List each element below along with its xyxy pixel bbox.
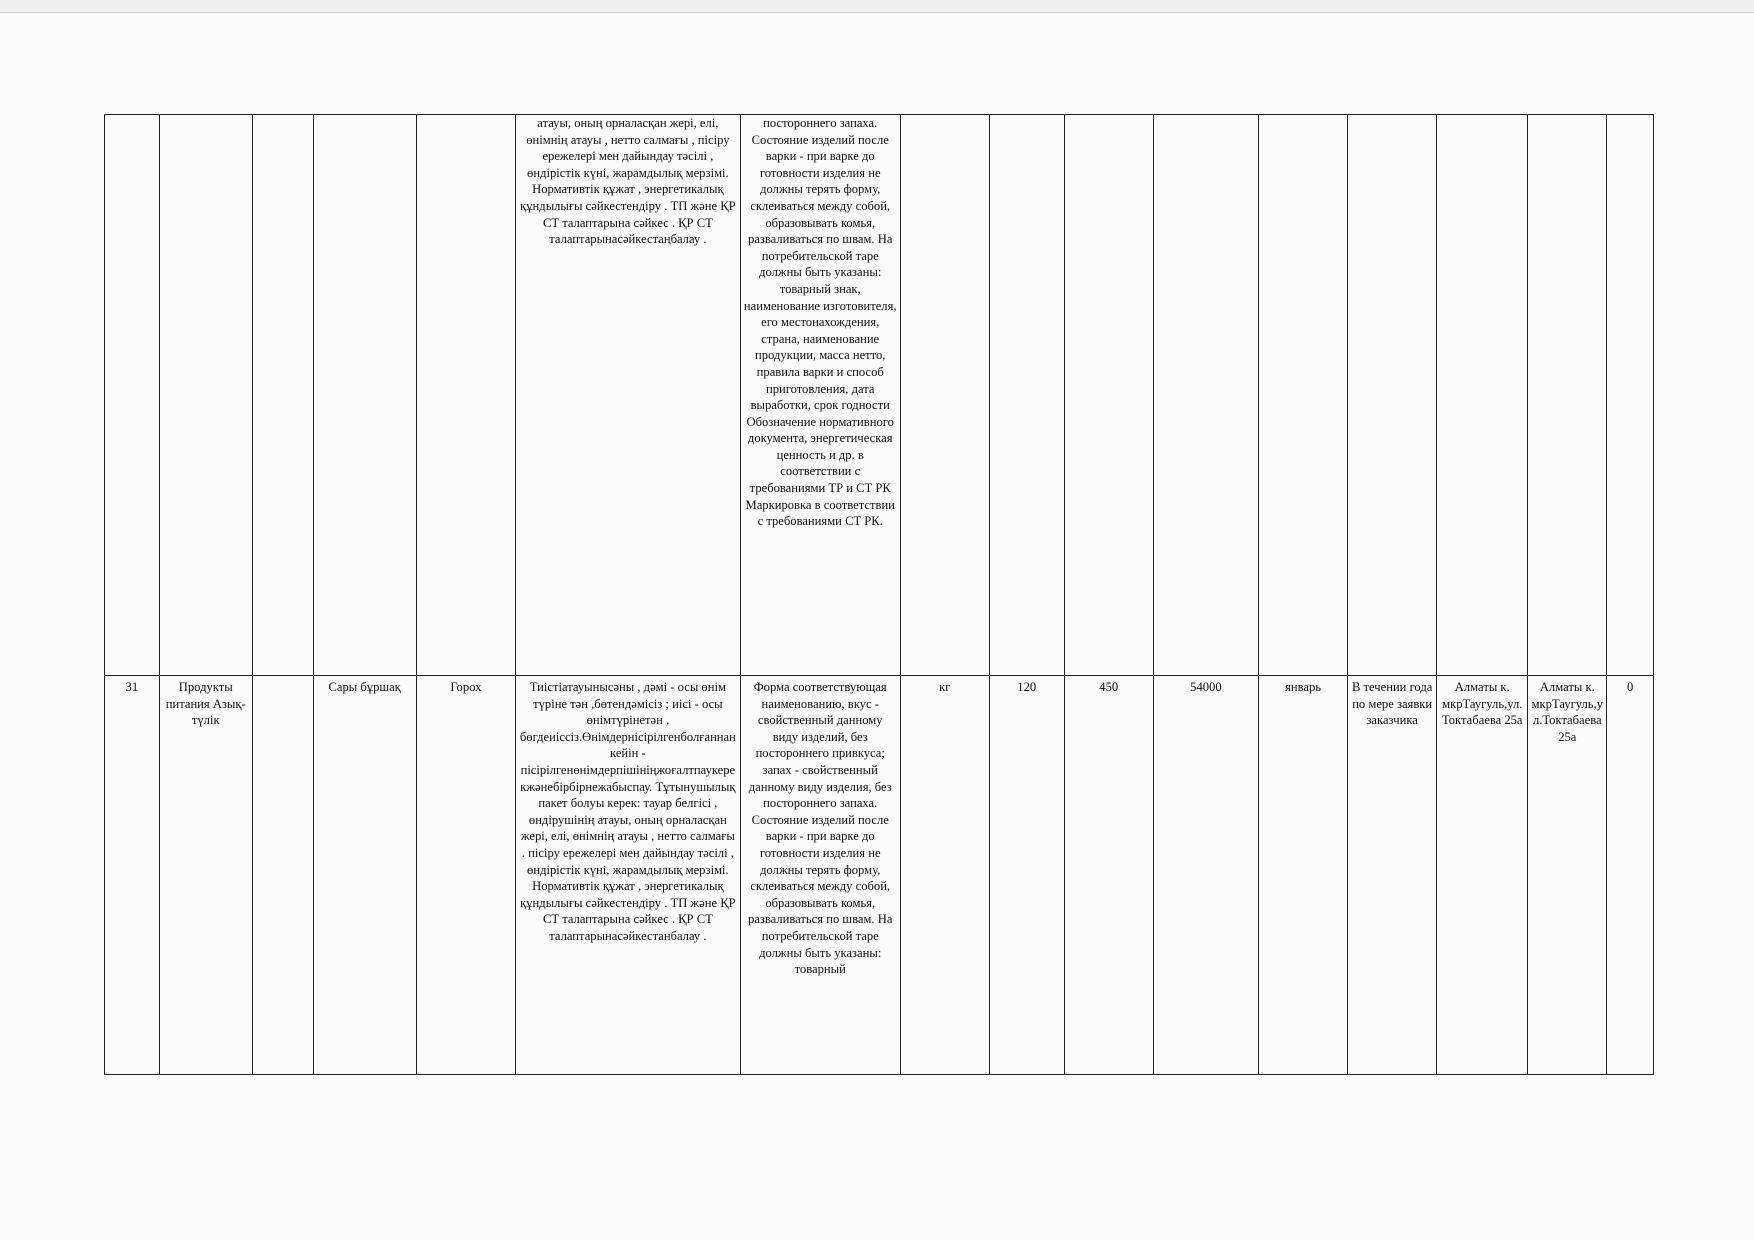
cell-empty (252, 115, 313, 676)
row31-price: 450 (1064, 676, 1153, 1075)
row31-advance: 0 (1607, 676, 1654, 1075)
row31-name-ru: Горох (416, 676, 515, 1075)
cell-term (1348, 115, 1437, 676)
cell-advance (1607, 115, 1654, 676)
row31-term: В течении года по мере заявки заказчика (1348, 676, 1437, 1075)
cell-num (105, 115, 160, 676)
row31-category: Продукты питания Азық-түлік (159, 676, 252, 1075)
row31-sum: 54000 (1153, 676, 1258, 1075)
cell-rus-spec (740, 115, 900, 676)
kaz-spec-text: атауы, оның орналасқан жері, елі, өнімнің атауы , нетто салмағы , пісіру ережелері мен дайындау тәсілі , өндірістік күні, жарамдылық мерзімі. Нормативтік құжат , энергетикалық құндылығы сәйкестендіру . ТП және ҚР СТ талаптарына сәйкес . ҚР СТ талаптарынасәйкестаңбалау . (520, 116, 736, 247)
row31-name-kz: Сары бұршақ (313, 676, 416, 1075)
cell-place1 (1437, 115, 1528, 676)
cell-sum (1153, 115, 1258, 676)
rus-spec-text: постороннего запаха. Состояние изделий после варки - при варке до готовности изделия не должны терять форму, склеиваться между собой, образовывать комья, разваливаться по швам. На потребительской таре должны быть указаны: товарный знак, наименование изготовителя, его местонахождения, страна, наименование продукции, масса нетто, правила варки и способ приготовления, дата выработки, срок годности Обозначение нормативного документа, энергетическая ценность и др. в соответствии с требованиями ТР и СТ РК Маркировка в соответствии с требованиями СТ РК. (743, 116, 897, 529)
row31-place2: Алматы к. мкрТаугуль,ул.Токтабаева 25а (1528, 676, 1607, 1075)
cell-name-ru (416, 115, 515, 676)
scan-top-line (0, 12, 1754, 13)
row31-month: январь (1259, 676, 1348, 1075)
cell-kaz-spec (516, 115, 741, 676)
cell-place2 (1528, 115, 1607, 676)
table-row-31 (105, 676, 1654, 1075)
row31-qty: 120 (989, 676, 1064, 1075)
row31-kaz-spec: Тиістіатауынысәны , дәмі - осы өнім түріне тән ,бөтендәмісіз ; иісі - осы өнімтүрінетән , бөгдеиіссіз.Өнімдернісірілгенболғаннанкейін - пісірілгенөнімдерпішініңжоғалтпаукерекжәнебірбірнежабыспау. Тұтынушылық пакет болуы керек: тауар белгісі , өндірушінің атауы, оның орналасқан жері, елі, өнімнің атауы , нетто салмағы . пісіру ережелері мен дайындау тәсілі , өндірістік күні, жарамдылық мерзімі. Нормативтік құжат , энергетикалық құндылығы сәйкестендіру . ТП және ҚР СТ талаптарына сәйкес . ҚР СТ талаптарынасәйкестанбалау . (516, 676, 741, 1075)
row31-place1: Алматы к. мкрТаугуль,ул.Токтабаева 25а (1437, 676, 1528, 1075)
cell-name-kz (313, 115, 416, 676)
cell-unit (900, 115, 989, 676)
row31-empty (252, 676, 313, 1075)
cell-price (1064, 115, 1153, 676)
cell-qty (989, 115, 1064, 676)
row31-rus-spec: Форма соответствующая наименованию, вкус - свойственный данному виду изделий, без постороннего привкуса; запах - свойственный данному виду изделия, без постороннего запаха. Состояние изделий после варки - при варке до готовности изделия не должны терять форму, склеиваться между собой, образовывать комья, разваливаться по швам. На потребительской таре должны быть указаны: товарный (740, 676, 900, 1075)
table-row-continuation (105, 115, 1654, 676)
row31-unit: кг (900, 676, 989, 1075)
cell-category (159, 115, 252, 676)
procurement-table (104, 114, 1654, 1075)
row31-num: 31 (105, 676, 160, 1075)
cell-month (1259, 115, 1348, 676)
